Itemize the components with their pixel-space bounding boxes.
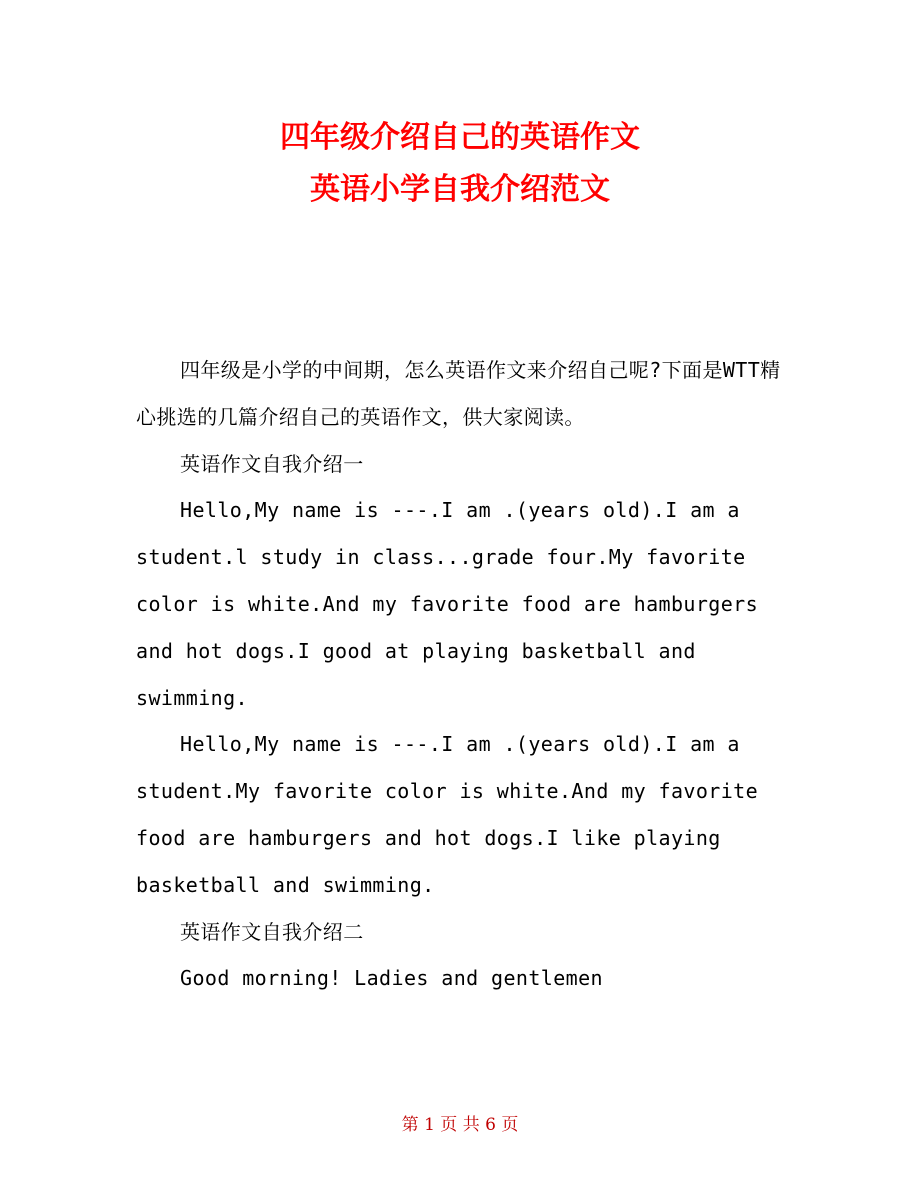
intro-paragraph: 四年级是小学的中间期，怎么英语作文来介绍自己呢?下面是WTT精心挑选的几篇介绍自己的英语作文，供大家阅读。 (136, 358, 781, 429)
essay-paragraph-3: Good morning! Ladies and gentlemen (180, 966, 603, 991)
section-heading-1: 英语作文自我介绍一 (180, 451, 364, 476)
page-number-footer: 第 1 页 共 6 页 (401, 1115, 519, 1135)
document-subtitle: 英语小学自我介绍范文 (310, 172, 610, 207)
section-heading-2: 英语作文自我介绍二 (180, 919, 364, 944)
document-title: 四年级介绍自己的英语作文 (280, 120, 640, 155)
essay-paragraph-2: Hello,My name is ---.I am .(years old).I am a student.My favorite color is white.And my favorite food are hamburgers and hot dogs.I like playing basketball and swimming. (136, 732, 759, 897)
document-body (136, 347, 796, 1002)
essay-paragraph-1: Hello,My name is ---.I am .(years old).I am a student.l study in class...grade four.My favorite color is white.And my favorite food are hamburgers and hot dogs.I good at playing basketball and swimming. (136, 498, 759, 710)
